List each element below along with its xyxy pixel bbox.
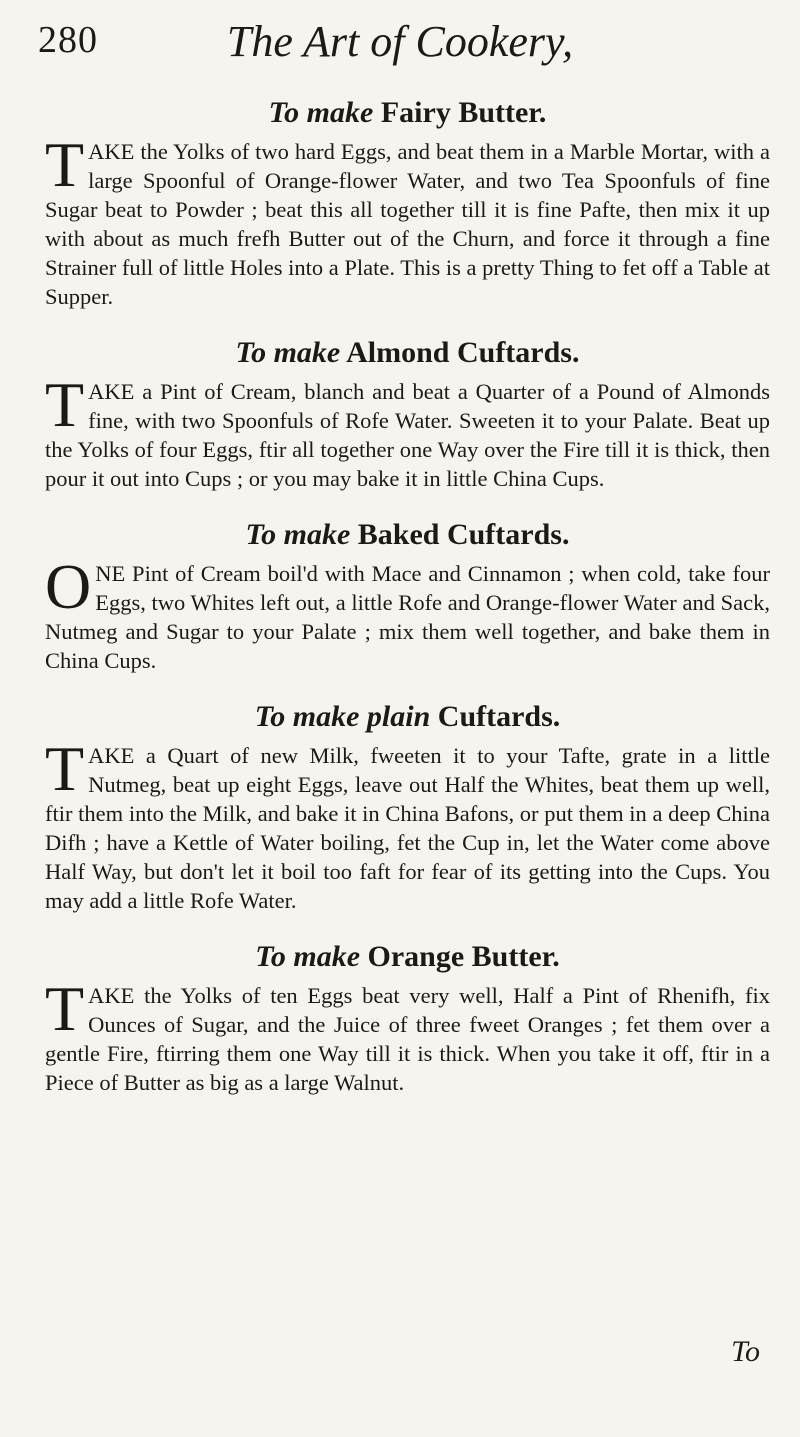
recipe-body-text: AKE a Quart of new Milk, fweeten it to your Tafte, grate in a little Nutmeg, beat up eight Eggs, leave out Half the Whites, beat them up well, ftir them into the Milk, and bake it in China Bafons, or put them in a deep China Difh ; have a Kettle of Water boiling, fet the Cup in, let the Water come above Half Way, but don't let it boil too faft for fear of its getting into the Cups. You may add a little Rofe Water.: [45, 743, 770, 913]
recipe-baked-custards: [45, 517, 770, 675]
recipe-title: [45, 517, 770, 553]
recipe-text: [45, 369, 770, 493]
recipe-title: [45, 335, 770, 371]
recipe-title: [45, 95, 770, 131]
recipe-title: [45, 939, 770, 975]
drop-cap: T: [45, 973, 85, 1044]
recipe-fairy-butter: [45, 95, 770, 311]
recipe-plain-custards: [45, 699, 770, 915]
title-name: Almond Cuftards.: [346, 336, 580, 369]
title-name: Baked Cuftards.: [357, 518, 570, 551]
title-name: Fairy Butter.: [380, 96, 547, 129]
recipe-body-text: NE Pint of Cream boil'd with Mace and Cinnamon ; when cold, take four Eggs, two Whites left out, a little Rofe and Orange-flower Water and Sack, Nutmeg and Sugar to your Palate ; mix them well together, and bake them in China Cups.: [45, 561, 770, 673]
drop-cap: T: [45, 129, 85, 200]
page-number: 280: [38, 19, 98, 61]
title-prefix: To make: [268, 96, 374, 129]
running-title: The Art of Cookery,: [226, 17, 574, 66]
page-header: [38, 10, 762, 70]
drop-cap: O: [45, 551, 92, 622]
title-prefix: To make: [245, 518, 351, 551]
title-prefix: To make: [254, 700, 360, 733]
recipe-body-text: AKE a Pint of Cream, blanch and beat a Quarter of a Pound of Almonds fine, with two Spoonfuls of Rofe Water. Sweeten it to your Palate. Beat up the Yolks of four Eggs, ftir all together one Way over the Fire till it is thick, then pour it out into Cups ; or you may bake it in little China Cups.: [45, 379, 770, 491]
drop-cap: T: [45, 369, 85, 440]
title-name: Orange Butter.: [367, 940, 560, 973]
recipe-body-text: AKE the Yolks of two hard Eggs, and beat them in a Marble Mortar, with a large Spoonful of Orange-flower Water, and two Tea Spoonfuls of fine Sugar beat to Powder ; beat this all together till it is fine Pafte, then mix it up with about as much frefh Butter out of the Churn, and force it through a fine Strainer full of little Holes into a Plate. This is a pretty Thing to fet off a Table at Supper.: [45, 139, 770, 309]
recipe-almond-custards: [45, 335, 770, 493]
title-emphasis: plain: [366, 700, 431, 733]
recipe-title: [45, 699, 770, 735]
drop-cap: T: [45, 733, 85, 804]
title-name: Cuftards.: [437, 700, 561, 733]
page-content: [45, 95, 770, 1121]
recipe-text: [45, 551, 770, 675]
recipe-text: [45, 973, 770, 1097]
recipe-text: [45, 129, 770, 311]
title-prefix: To make: [235, 336, 341, 369]
recipe-text: [45, 733, 770, 915]
catchword: To: [731, 1335, 760, 1368]
title-prefix: To make: [255, 940, 361, 973]
recipe-body-text: AKE the Yolks of ten Eggs beat very well, Half a Pint of Rhenifh, fix Ounces of Sugar, and the Juice of three fweet Oranges ; fet them over a gentle Fire, ftirring them one Way till it is thick. When you take it off, ftir in a Piece of Butter as big as a large Walnut.: [45, 983, 770, 1095]
recipe-orange-butter: [45, 939, 770, 1097]
